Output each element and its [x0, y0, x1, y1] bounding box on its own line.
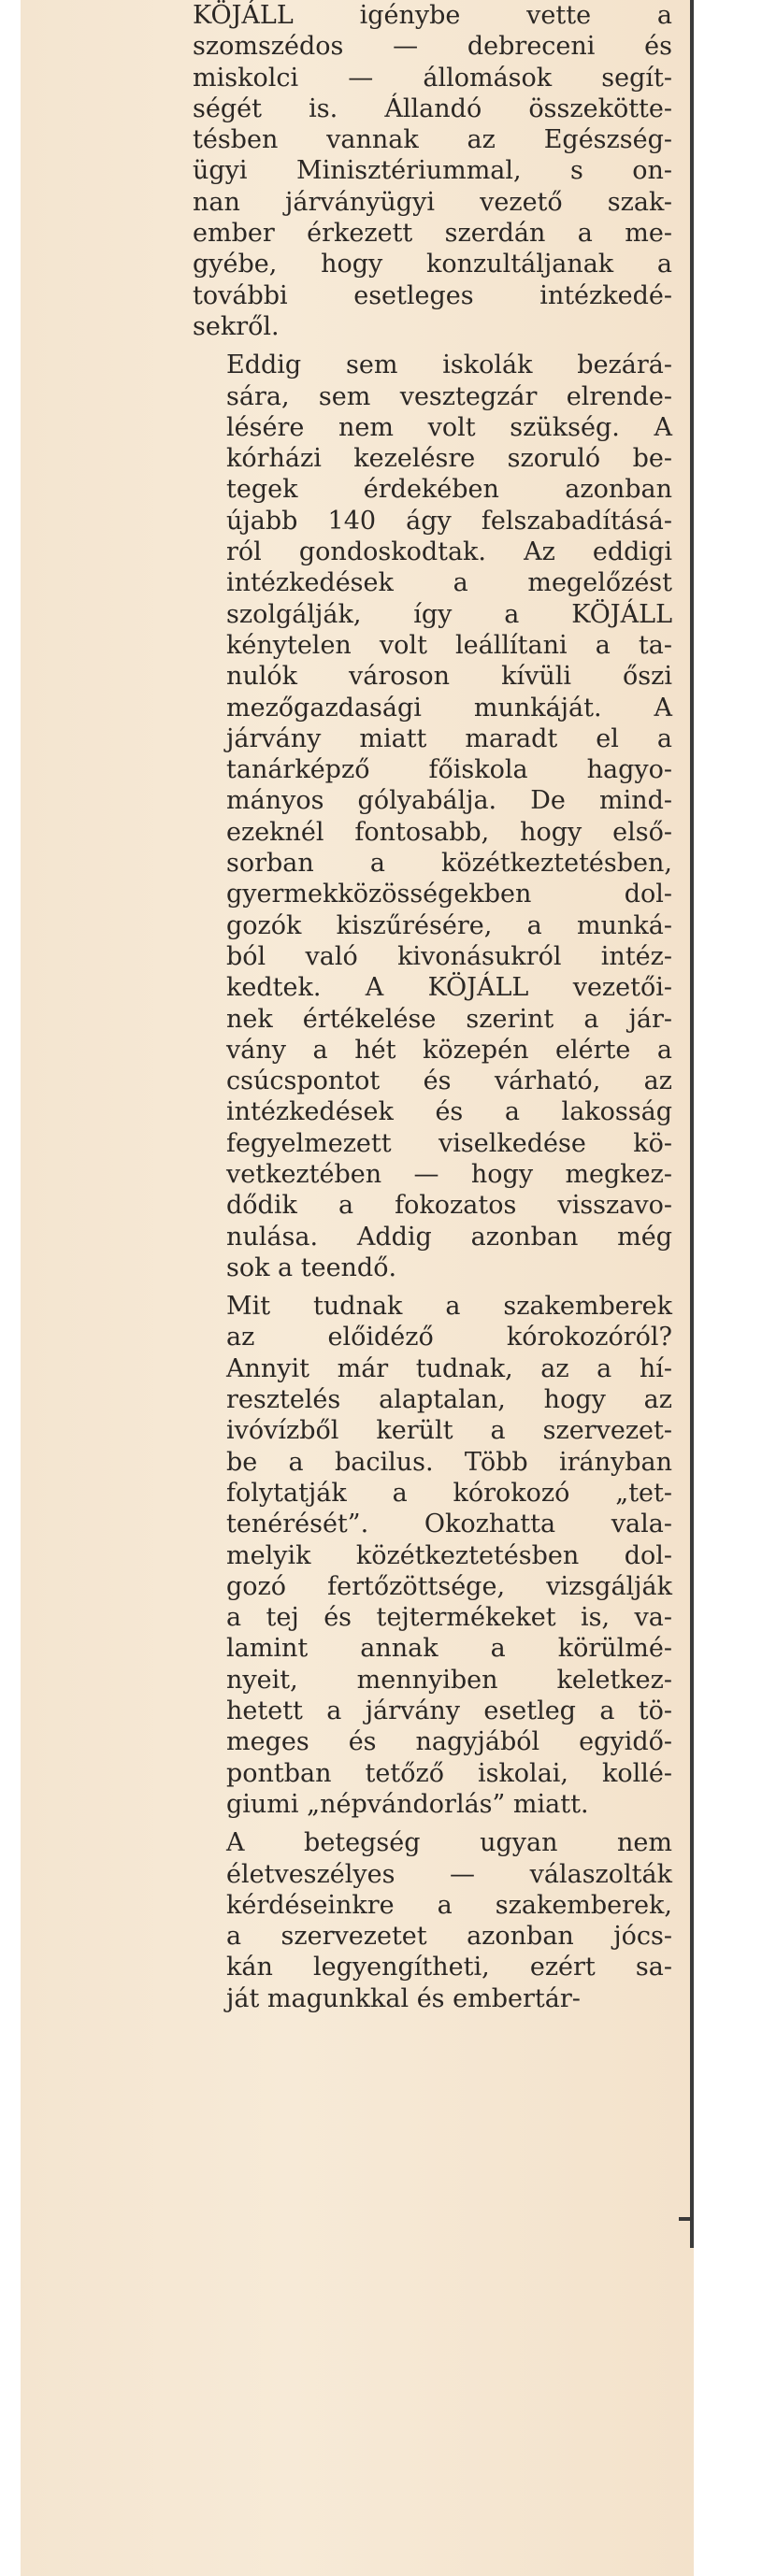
- article-line: resztelés alaptalan, hogy az: [226, 1385, 672, 1415]
- column-rule: [690, 0, 694, 2248]
- article-line: szomszédos — debreceni és: [193, 32, 672, 62]
- article-line: a szervezetet azonban jócs-: [226, 1922, 672, 1952]
- article-paragraph: [193, 1827, 672, 2014]
- article-line: nulók városon kívüli őszi: [226, 662, 672, 692]
- article-line: ügyi Minisztériummal, s on-: [193, 156, 672, 186]
- article-line: fegyelmezett viselkedése kö-: [226, 1128, 672, 1158]
- article-line: kénytelen volt leállítani a ta-: [226, 630, 672, 660]
- article-line: gyébe, hogy konzultáljanak a: [193, 250, 672, 279]
- column-rule-end-mark: [679, 2217, 694, 2221]
- article-paragraph: [193, 1291, 672, 1820]
- article-column: [193, 0, 672, 2014]
- article-line: ivóvízből került a szervezet-: [226, 1416, 672, 1446]
- article-line: tanárképző főiskola hagyo-: [226, 755, 672, 785]
- article-line: mányos gólyabálja. De mind-: [226, 786, 672, 816]
- article-line: dődik a fokozatos visszavo-: [226, 1191, 672, 1221]
- article-line: tenérését”. Okozhatta vala-: [226, 1510, 672, 1539]
- article-line: életveszélyes — válaszolták: [226, 1859, 672, 1889]
- article-line: Annyit már tudnak, az a hí-: [226, 1353, 672, 1383]
- article-line: csúcspontot és várható, az: [226, 1066, 672, 1096]
- article-line: sok a teendő.: [226, 1252, 397, 1282]
- article-line: nek értékelése szerint a jár-: [226, 1004, 672, 1034]
- article-line: meges és nagyjából egyidő-: [226, 1727, 672, 1757]
- article-line: KÖJÁLL igénybe vette a: [193, 1, 672, 30]
- article-line: kán legyengítheti, ezért sa-: [226, 1953, 672, 1982]
- article-line: ezeknél fontosabb, hogy első-: [226, 817, 672, 847]
- article-line: szolgálják, így a KÖJÁLL: [226, 599, 672, 629]
- article-paragraph: [193, 350, 672, 1283]
- article-line: sekről.: [193, 311, 280, 341]
- article-paragraph: [193, 0, 672, 342]
- article-line: ját magunkkal és embertár-: [226, 1983, 581, 2013]
- article-line: vány a hét közepén elérte a: [226, 1035, 672, 1065]
- article-line: intézkedések a megelőzést: [226, 568, 672, 598]
- article-line: tegek érdekében azonban: [226, 475, 672, 505]
- article-line: kórházi kezelésre szoruló be-: [226, 444, 672, 474]
- article-line: gozó fertőzöttsége, vizsgálják: [226, 1571, 672, 1601]
- article-line: miskolci — állomások segít-: [193, 63, 672, 93]
- article-line: ból való kivonásukról intéz-: [226, 941, 672, 971]
- article-line: nan járványügyi vezető szak-: [193, 187, 672, 217]
- article-line: intézkedések és a lakosság: [226, 1097, 672, 1127]
- article-line: nulása. Addig azonban még: [226, 1222, 672, 1252]
- article-line: újabb 140 ágy felszabadításá-: [226, 506, 672, 536]
- article-line: mezőgazdasági munkáját. A: [226, 693, 672, 723]
- article-line: lamint annak a körülmé-: [226, 1634, 672, 1664]
- article-line: folytatják a kórokozó „tet-: [226, 1478, 672, 1508]
- article-line: giumi „népvándorlás” miatt.: [226, 1789, 589, 1819]
- article-line: kedtek. A KÖJÁLL vezetői-: [226, 973, 672, 1003]
- article-line: Eddig sem iskolák bezárá-: [226, 351, 672, 380]
- article-line: Mit tudnak a szakemberek: [226, 1292, 672, 1322]
- article-line: sára, sem vesztegzár elrende-: [226, 381, 672, 411]
- article-line: hetett a járvány esetleg a tö-: [226, 1696, 672, 1726]
- article-line: gyermekközösségekben dol-: [226, 880, 672, 909]
- article-line: be a bacilus. Több irányban: [226, 1447, 672, 1477]
- article-line: sorban a közétkeztetésben,: [226, 849, 672, 879]
- article-line: járvány miatt maradt el a: [226, 723, 672, 753]
- article-line: lésére nem volt szükség. A: [226, 412, 672, 442]
- article-line: ember érkezett szerdán a me-: [193, 219, 672, 249]
- article-line: pontban tetőző iskolai, kollé-: [226, 1758, 672, 1788]
- article-line: gozók kiszűrésére, a munká-: [226, 910, 672, 940]
- article-line: vetkeztében — hogy megkez-: [226, 1159, 672, 1189]
- article-line: ségét is. Állandó összekötte-: [193, 93, 672, 123]
- article-line: az előidéző kórokozóról?: [226, 1323, 672, 1352]
- article-line: nyeit, mennyiben keletkez-: [226, 1665, 672, 1695]
- article-line: ról gondoskodtak. Az eddigi: [226, 537, 672, 567]
- article-line: kérdéseinkre a szakemberek,: [226, 1890, 672, 1920]
- article-line: további esetleges intézkedé-: [193, 280, 672, 310]
- article-line: tésben vannak az Egészség-: [193, 125, 672, 155]
- article-line: A betegség ugyan nem: [226, 1828, 672, 1858]
- article-line: melyik közétkeztetésben dol-: [226, 1540, 672, 1570]
- article-line: a tej és tejtermékeket is, va-: [226, 1603, 672, 1633]
